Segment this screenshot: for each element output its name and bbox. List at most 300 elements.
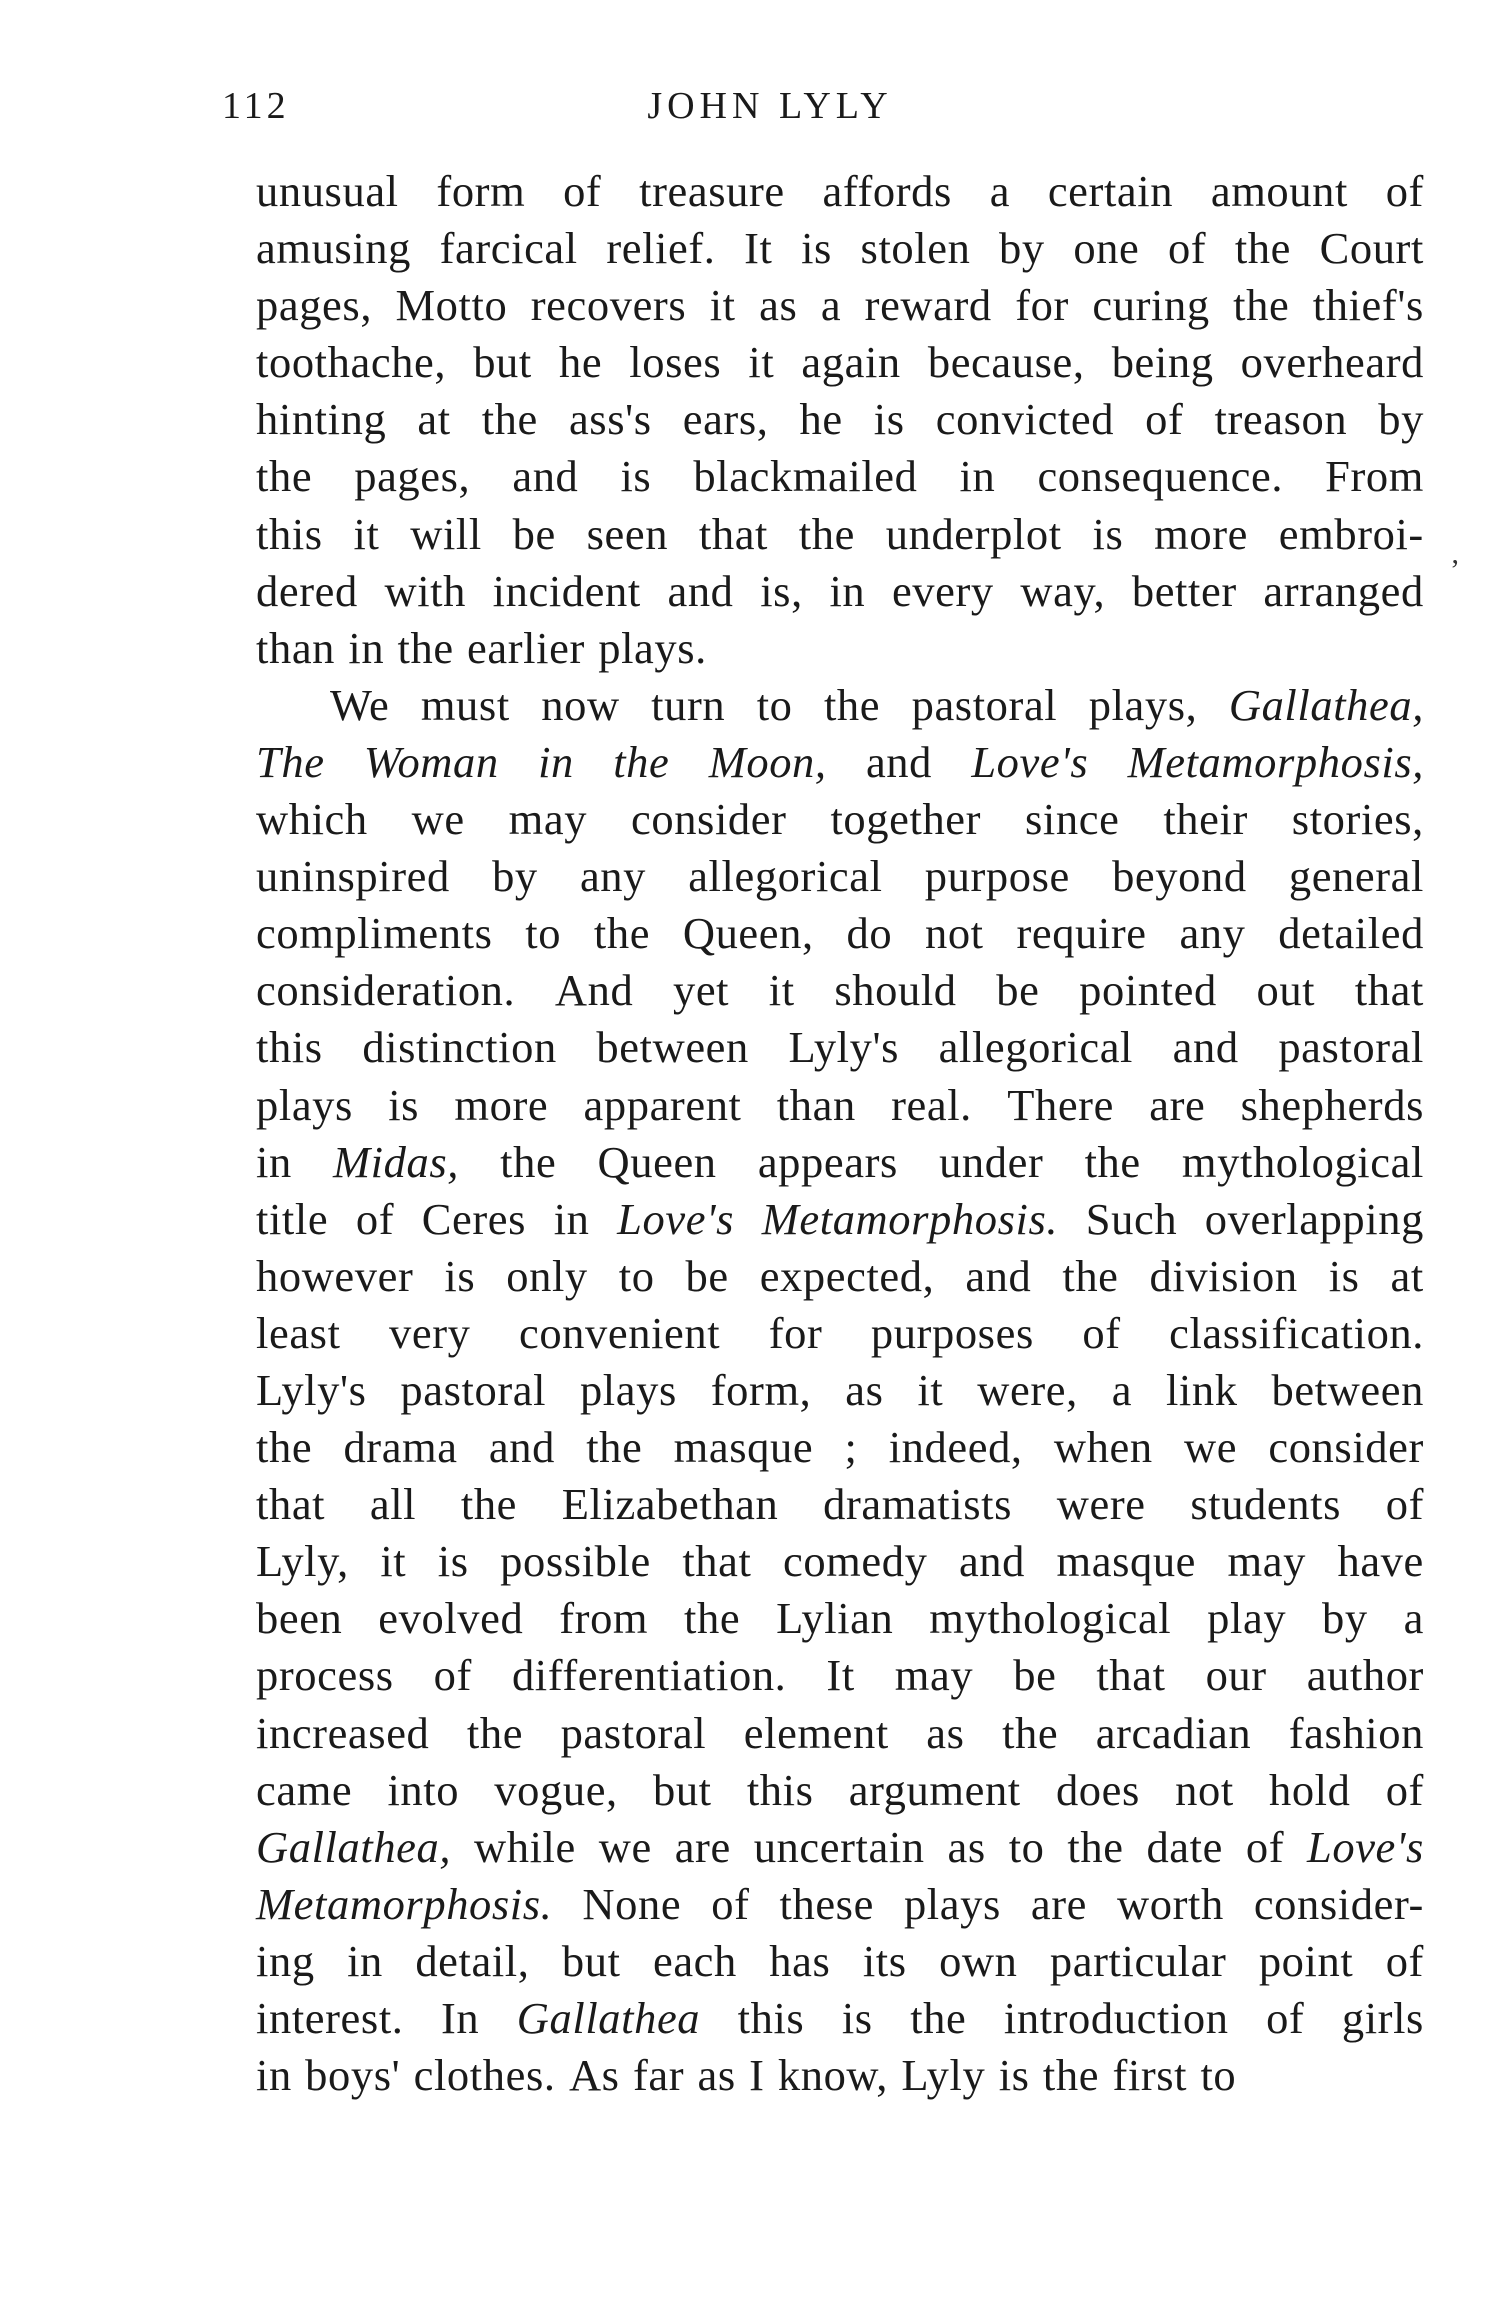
word: toothache, bbox=[256, 337, 447, 388]
word: the bbox=[1042, 2050, 1100, 2101]
word: least bbox=[256, 1307, 341, 1358]
word: convenient bbox=[518, 1307, 721, 1358]
word: of bbox=[1245, 1821, 1285, 1872]
word: one bbox=[1073, 223, 1140, 274]
word: uninspired bbox=[256, 851, 450, 902]
word: the bbox=[500, 1136, 557, 1187]
word: pointed bbox=[1079, 965, 1217, 1016]
word: expected, bbox=[759, 1250, 935, 1301]
word: not bbox=[924, 908, 984, 959]
word: in bbox=[347, 1935, 383, 1986]
word: point bbox=[1258, 1935, 1354, 1986]
word: because, bbox=[927, 337, 1085, 388]
word: a bbox=[1403, 1593, 1424, 1644]
word: know, bbox=[777, 2050, 888, 2101]
word: Elizabethan bbox=[561, 1479, 779, 1530]
word: more bbox=[454, 1079, 549, 1130]
text-line bbox=[256, 1134, 1424, 1191]
word: mythological bbox=[929, 1593, 1172, 1644]
word: not bbox=[1175, 1764, 1234, 1815]
word: the bbox=[1084, 1136, 1141, 1187]
word: of bbox=[1385, 1479, 1424, 1530]
word: he bbox=[799, 394, 843, 445]
word: Gallathea, bbox=[1228, 679, 1424, 730]
text-line bbox=[256, 163, 1424, 220]
word: pastoral bbox=[1278, 1022, 1424, 1073]
word: Lyly's bbox=[256, 1364, 367, 1415]
word: is bbox=[998, 2050, 1030, 2101]
word: argument bbox=[848, 1764, 1021, 1815]
word: And bbox=[554, 965, 634, 1016]
text-line bbox=[256, 1990, 1424, 2047]
word: particular bbox=[1049, 1935, 1227, 1986]
word: is bbox=[620, 451, 652, 502]
text-line bbox=[256, 1533, 1424, 1590]
word: a bbox=[1111, 1364, 1133, 1415]
text-line bbox=[256, 734, 1424, 791]
word: and bbox=[512, 451, 579, 502]
word: in bbox=[348, 622, 385, 673]
word: beyond bbox=[1112, 851, 1247, 902]
word: relief. bbox=[606, 223, 716, 274]
text-line bbox=[256, 506, 1424, 563]
word: certain bbox=[1047, 166, 1174, 216]
text-line bbox=[256, 563, 1424, 620]
word: came bbox=[256, 1764, 353, 1815]
word: arcadian bbox=[1095, 1707, 1252, 1758]
word: that bbox=[698, 508, 769, 559]
word: and bbox=[865, 736, 933, 787]
word: by bbox=[999, 223, 1045, 274]
word: recovers bbox=[530, 280, 687, 331]
word: and bbox=[965, 1250, 1032, 1301]
text-line bbox=[256, 791, 1424, 848]
word: be bbox=[685, 1250, 729, 1301]
word: the bbox=[397, 622, 454, 673]
word: Queen bbox=[597, 1136, 717, 1187]
word: Love's bbox=[971, 736, 1089, 787]
word: its bbox=[862, 1935, 907, 1986]
word: appears bbox=[757, 1136, 898, 1187]
word: be bbox=[512, 508, 556, 559]
word: is bbox=[437, 1536, 469, 1587]
word: are bbox=[1030, 1878, 1087, 1929]
word: for bbox=[768, 1307, 823, 1358]
word: seen bbox=[586, 508, 669, 559]
word: each bbox=[652, 1935, 737, 1986]
word: indeed, bbox=[888, 1422, 1023, 1473]
word: Metamorphosis. bbox=[761, 1193, 1059, 1244]
word: yet bbox=[672, 965, 730, 1016]
text-line bbox=[256, 1933, 1424, 1990]
word: by bbox=[1378, 394, 1424, 445]
word: of bbox=[1167, 223, 1207, 274]
word: at bbox=[417, 394, 451, 445]
word: may bbox=[1227, 1536, 1306, 1587]
word: the bbox=[1002, 1707, 1059, 1758]
word: at bbox=[1390, 1250, 1424, 1301]
word: may bbox=[508, 794, 588, 845]
word: are bbox=[674, 1821, 731, 1872]
word: real. bbox=[891, 1079, 972, 1130]
text-line bbox=[256, 620, 1424, 677]
word: plays bbox=[903, 1878, 1001, 1929]
word: now bbox=[541, 679, 620, 730]
word: it bbox=[748, 337, 775, 388]
word: the bbox=[586, 1422, 643, 1473]
text-line bbox=[256, 1019, 1424, 1076]
word: detail, bbox=[415, 1935, 530, 1986]
word: any bbox=[1179, 908, 1246, 959]
page-number: 112 bbox=[222, 85, 290, 127]
word: it bbox=[380, 1536, 407, 1587]
word: As bbox=[568, 2050, 620, 2101]
word: as bbox=[926, 1707, 965, 1758]
word: drama bbox=[343, 1422, 458, 1473]
word: we bbox=[598, 1821, 652, 1872]
word: a bbox=[820, 280, 842, 331]
word: overlapping bbox=[1204, 1193, 1424, 1244]
text-line bbox=[256, 1590, 1424, 1647]
word: general bbox=[1288, 851, 1424, 902]
word: the bbox=[593, 908, 651, 959]
word: the bbox=[256, 451, 313, 502]
word: Lyly, bbox=[256, 1536, 349, 1587]
word: all bbox=[369, 1479, 417, 1530]
word: division bbox=[1149, 1250, 1298, 1301]
word: pages, bbox=[256, 280, 373, 331]
word: treasure bbox=[639, 166, 785, 216]
word: in bbox=[553, 1193, 590, 1244]
word: earlier bbox=[467, 622, 585, 673]
word: plays bbox=[256, 1079, 353, 1130]
word: their bbox=[1163, 794, 1248, 845]
word: introduction bbox=[1003, 1993, 1229, 2043]
word: the bbox=[1233, 280, 1290, 331]
word: that bbox=[1354, 965, 1424, 1016]
word: than bbox=[256, 622, 336, 673]
word: It bbox=[744, 223, 773, 274]
word: our bbox=[1205, 1650, 1267, 1701]
word: been bbox=[256, 1593, 343, 1644]
word: Midas, bbox=[333, 1136, 459, 1187]
word: author bbox=[1306, 1650, 1424, 1701]
word: the bbox=[1062, 1250, 1119, 1301]
word: girls bbox=[1341, 1993, 1424, 2043]
word: by bbox=[492, 851, 538, 902]
word: Woman bbox=[363, 736, 499, 787]
word: ; bbox=[844, 1422, 858, 1473]
word: as bbox=[759, 280, 798, 331]
word: together bbox=[830, 794, 982, 845]
word: masque bbox=[673, 1422, 814, 1473]
word: that bbox=[1096, 1650, 1166, 1701]
word: better bbox=[1131, 565, 1237, 616]
word: Lylian bbox=[776, 1593, 894, 1644]
word: he bbox=[558, 337, 603, 388]
word: I bbox=[749, 2050, 765, 2101]
word: unusual bbox=[256, 166, 399, 216]
word: dered bbox=[256, 565, 358, 616]
word: dramatists bbox=[823, 1479, 1013, 1530]
word: title bbox=[256, 1193, 329, 1244]
word: ass's bbox=[568, 394, 652, 445]
word: were bbox=[1056, 1479, 1146, 1530]
word: between bbox=[1271, 1364, 1424, 1415]
text-line bbox=[256, 448, 1424, 505]
text-line bbox=[256, 2047, 1424, 2104]
word: reward bbox=[864, 280, 992, 331]
text-line bbox=[256, 1248, 1424, 1305]
word: more bbox=[1154, 508, 1248, 559]
word: while bbox=[473, 1821, 576, 1872]
word: to bbox=[618, 1250, 655, 1301]
word: evolved bbox=[378, 1593, 524, 1644]
word: Such bbox=[1085, 1193, 1178, 1244]
word: fashion bbox=[1288, 1707, 1424, 1758]
word: consider- bbox=[1253, 1878, 1424, 1929]
word: Ceres bbox=[421, 1193, 527, 1244]
word: we bbox=[1183, 1422, 1238, 1473]
word: of bbox=[1385, 1764, 1424, 1815]
word: of bbox=[563, 166, 602, 216]
text-line bbox=[256, 1419, 1424, 1476]
word: but bbox=[473, 337, 532, 388]
word: but bbox=[561, 1935, 621, 1986]
word: play bbox=[1207, 1593, 1287, 1644]
margin-mark: ʼ bbox=[1450, 554, 1460, 587]
word: consider bbox=[1268, 1422, 1424, 1473]
word: between bbox=[596, 1022, 749, 1073]
word: which bbox=[256, 794, 368, 845]
word: None bbox=[582, 1878, 682, 1929]
word: hinting bbox=[256, 394, 387, 445]
word: and bbox=[488, 1422, 555, 1473]
word: in bbox=[829, 565, 866, 616]
word: as bbox=[947, 1821, 986, 1872]
word: The bbox=[256, 736, 325, 787]
word: affords bbox=[822, 166, 952, 216]
word: allegorical bbox=[688, 851, 883, 902]
word: as bbox=[845, 1364, 884, 1415]
word: the bbox=[798, 508, 855, 559]
text-line bbox=[256, 677, 1424, 734]
word: into bbox=[387, 1764, 460, 1815]
word: it bbox=[768, 965, 795, 1016]
word: the bbox=[1067, 1821, 1124, 1872]
word: Gallathea bbox=[516, 1993, 701, 2043]
word: From bbox=[1325, 451, 1424, 502]
word: farcical bbox=[439, 223, 578, 274]
word: element bbox=[743, 1707, 889, 1758]
word: stolen bbox=[860, 223, 971, 274]
word: is bbox=[1092, 508, 1124, 559]
word: the bbox=[460, 1479, 518, 1530]
word: amusing bbox=[256, 223, 411, 274]
word: the bbox=[466, 1707, 524, 1758]
word: embroi- bbox=[1278, 508, 1424, 559]
word: that bbox=[256, 1479, 326, 1530]
word: stories, bbox=[1291, 794, 1424, 845]
word: in bbox=[959, 451, 996, 502]
word: have bbox=[1337, 1536, 1424, 1587]
word: is bbox=[388, 1079, 420, 1130]
word: amount bbox=[1210, 166, 1348, 216]
text-line bbox=[256, 1762, 1424, 1819]
word: plays. bbox=[598, 622, 707, 673]
word: turn bbox=[651, 679, 726, 730]
word: apparent bbox=[583, 1079, 742, 1130]
word: out bbox=[1256, 965, 1316, 1016]
word: We bbox=[330, 679, 390, 730]
word: classification. bbox=[1169, 1307, 1424, 1358]
word: the bbox=[910, 1993, 967, 2043]
word: Metamorphosis, bbox=[1127, 736, 1424, 787]
word: convicted bbox=[935, 394, 1115, 445]
word: Love's bbox=[617, 1193, 735, 1244]
word: students bbox=[1190, 1479, 1341, 1530]
word: to bbox=[1200, 2050, 1237, 2101]
word: the bbox=[481, 394, 538, 445]
word: Moon, bbox=[708, 736, 827, 787]
word: the bbox=[613, 736, 670, 787]
word: very bbox=[389, 1307, 471, 1358]
running-head: JOHN LYLY bbox=[647, 85, 893, 127]
word: differentiation. bbox=[511, 1650, 787, 1701]
word: Lyly bbox=[901, 2050, 986, 2101]
word: Metamorphosis. bbox=[256, 1878, 553, 1929]
word: however bbox=[256, 1250, 414, 1301]
word: in bbox=[256, 1136, 292, 1187]
text-line bbox=[256, 391, 1424, 448]
word: be bbox=[1013, 1650, 1057, 1701]
text-line bbox=[256, 848, 1424, 905]
word: is bbox=[841, 1993, 873, 2043]
word: only bbox=[506, 1250, 588, 1301]
word: it bbox=[709, 280, 736, 331]
word: these bbox=[779, 1878, 874, 1929]
word: boys' bbox=[305, 2050, 401, 2101]
word: of bbox=[355, 1193, 395, 1244]
word: and bbox=[958, 1536, 1025, 1587]
word: ing bbox=[256, 1935, 315, 1986]
word: own bbox=[939, 1935, 1018, 1986]
word: being bbox=[1111, 337, 1214, 388]
word: should bbox=[834, 965, 957, 1016]
word: again bbox=[801, 337, 901, 388]
word: be bbox=[996, 965, 1040, 1016]
body-text bbox=[256, 163, 1424, 2104]
text-line bbox=[256, 1476, 1424, 1533]
word: overheard bbox=[1240, 337, 1424, 388]
word: is bbox=[873, 394, 905, 445]
word: of bbox=[433, 1650, 472, 1701]
word: detailed bbox=[1278, 908, 1424, 959]
word: in bbox=[538, 736, 574, 787]
word: It bbox=[826, 1650, 855, 1701]
word: that bbox=[682, 1536, 752, 1587]
word: it bbox=[353, 508, 380, 559]
word: with bbox=[384, 565, 466, 616]
text-line bbox=[256, 1705, 1424, 1762]
word: of bbox=[1266, 1993, 1305, 2043]
word: first bbox=[1112, 2050, 1188, 2101]
word: possible bbox=[500, 1536, 651, 1587]
word: purposes bbox=[870, 1307, 1034, 1358]
word: require bbox=[1016, 908, 1147, 959]
word: from bbox=[559, 1593, 649, 1644]
word: mythological bbox=[1181, 1136, 1424, 1187]
word: distinction bbox=[362, 1022, 557, 1073]
word: but bbox=[652, 1764, 712, 1815]
text-line bbox=[256, 1819, 1424, 1876]
word: date bbox=[1146, 1821, 1223, 1872]
word: of bbox=[711, 1878, 750, 1929]
word: is bbox=[444, 1250, 476, 1301]
word: loses bbox=[629, 337, 722, 388]
word: may bbox=[894, 1650, 974, 1701]
word: every bbox=[891, 565, 994, 616]
text-line bbox=[256, 1876, 1424, 1933]
word: underplot bbox=[885, 508, 1062, 559]
word: shepherds bbox=[1240, 1079, 1424, 1130]
word: the bbox=[684, 1593, 741, 1644]
word: to bbox=[756, 679, 793, 730]
word: the bbox=[256, 1422, 313, 1473]
word: plays, bbox=[1088, 679, 1198, 730]
word: we bbox=[411, 794, 465, 845]
text-line bbox=[256, 334, 1424, 391]
word: increased bbox=[256, 1707, 430, 1758]
text-line bbox=[256, 1191, 1424, 1248]
word: pastoral bbox=[911, 679, 1058, 730]
word: pages, bbox=[354, 451, 471, 502]
word: is bbox=[801, 223, 832, 274]
word: any bbox=[579, 851, 647, 902]
text-line bbox=[256, 905, 1424, 962]
word: does bbox=[1055, 1764, 1140, 1815]
word: under bbox=[939, 1136, 1044, 1187]
word: than bbox=[776, 1079, 856, 1130]
word: Lyly's bbox=[788, 1022, 900, 1073]
word: uncertain bbox=[753, 1821, 925, 1872]
word: were, bbox=[977, 1364, 1078, 1415]
word: purpose bbox=[924, 851, 1070, 902]
word: incident bbox=[492, 565, 641, 616]
word: this bbox=[746, 1764, 814, 1815]
word: masque bbox=[1056, 1536, 1197, 1587]
word: Court bbox=[1319, 223, 1424, 274]
word: is, bbox=[760, 565, 803, 616]
text-line bbox=[256, 1077, 1424, 1134]
word: of bbox=[1145, 394, 1184, 445]
word: Gallathea, bbox=[256, 1821, 452, 1872]
word: of bbox=[1385, 166, 1424, 216]
word: of bbox=[1082, 1307, 1121, 1358]
text-line bbox=[256, 277, 1424, 334]
text-line bbox=[256, 220, 1424, 277]
word: has bbox=[769, 1935, 831, 1986]
word: as bbox=[697, 2050, 736, 2101]
word: form bbox=[436, 166, 526, 216]
word: link bbox=[1165, 1364, 1238, 1415]
word: process bbox=[256, 1650, 394, 1701]
word: this bbox=[737, 1993, 805, 2043]
word: by bbox=[1322, 1593, 1368, 1644]
word: is bbox=[1328, 1250, 1360, 1301]
word: form, bbox=[710, 1364, 812, 1415]
word: this bbox=[256, 508, 323, 559]
